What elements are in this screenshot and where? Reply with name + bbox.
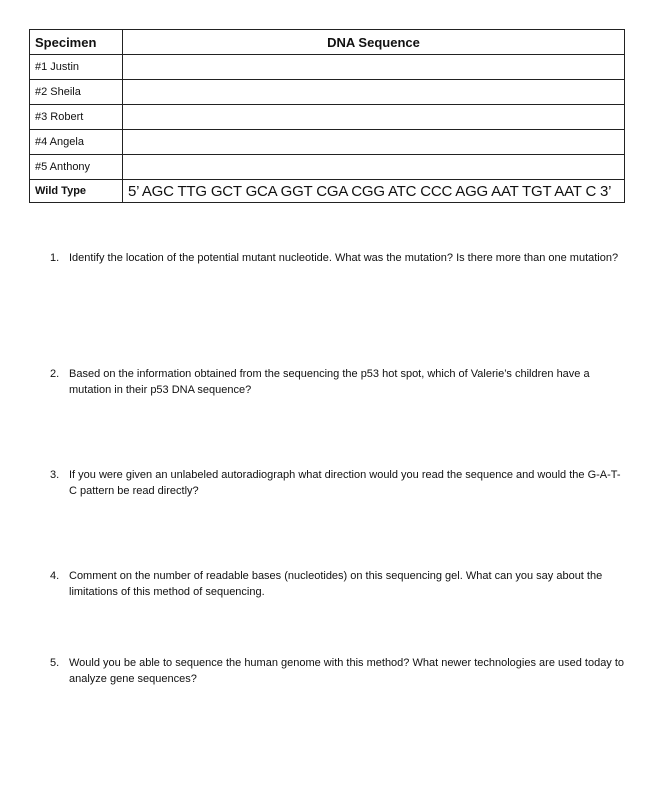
question-text: If you were given an unlabeled autoradiograph what direction would you read the sequence and would the G-A-T-C pattern be read directly? bbox=[69, 469, 621, 497]
question-text: Identify the location of the potential mutant nucleotide. What was the mutation? Is there more than one mutation? bbox=[69, 252, 619, 264]
specimen-name: #2 Sheila bbox=[30, 80, 123, 105]
sequence-cell[interactable] bbox=[123, 130, 625, 155]
table-header-row bbox=[30, 30, 625, 55]
wild-type-sequence: 5’ AGC TTG GCT GCA GGT CGA CGG ATC CCC AGG AAT TGT AAT C 3’ bbox=[123, 180, 625, 203]
dna-sequence-column-header: DNA Sequence bbox=[123, 30, 625, 55]
question-item bbox=[50, 250, 626, 266]
table-row bbox=[30, 155, 625, 180]
wild-type-row bbox=[30, 180, 625, 203]
specimen-column-header: Specimen bbox=[30, 30, 123, 55]
question-number: 2. bbox=[50, 368, 60, 380]
specimen-name: #3 Robert bbox=[30, 105, 123, 130]
question-item bbox=[50, 467, 626, 499]
wild-type-label: Wild Type bbox=[30, 180, 123, 203]
sequence-cell[interactable] bbox=[123, 155, 625, 180]
question-item bbox=[50, 366, 626, 398]
question-number: 1. bbox=[50, 252, 60, 264]
specimen-name: #1 Justin bbox=[30, 55, 123, 80]
sequence-cell[interactable] bbox=[123, 55, 625, 80]
dna-sequence-table bbox=[29, 29, 625, 203]
question-text: Would you be able to sequence the human genome with this method? What newer technologies are used today to analyze gene sequences? bbox=[69, 657, 625, 685]
table-row bbox=[30, 80, 625, 105]
table-row bbox=[30, 55, 625, 80]
question-number: 4. bbox=[50, 570, 60, 582]
question-item bbox=[50, 568, 626, 600]
question-text: Comment on the number of readable bases (nucleotides) on this sequencing gel. What can you say about the limitations of this method of sequencing. bbox=[69, 570, 603, 598]
question-number: 5. bbox=[50, 657, 60, 669]
table-row bbox=[30, 130, 625, 155]
specimen-name: #5 Anthony bbox=[30, 155, 123, 180]
sequence-cell[interactable] bbox=[123, 105, 625, 130]
question-number: 3. bbox=[50, 469, 60, 481]
sequence-cell[interactable] bbox=[123, 80, 625, 105]
table-row bbox=[30, 105, 625, 130]
question-item bbox=[50, 655, 626, 687]
question-text: Based on the information obtained from the sequencing the p53 hot spot, which of Valerie’s children have a mutation in their p53 DNA sequence? bbox=[69, 368, 590, 396]
specimen-name: #4 Angela bbox=[30, 130, 123, 155]
